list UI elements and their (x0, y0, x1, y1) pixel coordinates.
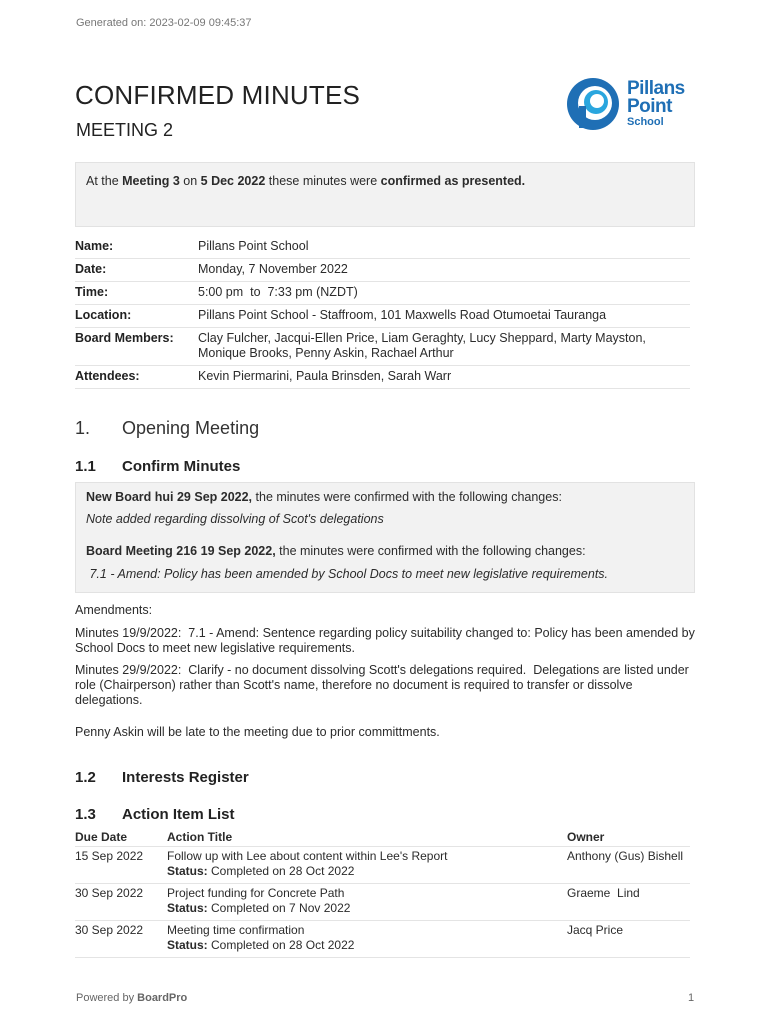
table-row (75, 884, 690, 921)
footer-powered-text: Powered by (76, 992, 138, 1004)
amendment-text: Minutes 19/9/2022: 7.1 - Amend: Sentence regarding policy suitability changed to: Policy has been amended by School Docs to meet new legislative requirements. (75, 626, 699, 655)
section-title: Confirm Minutes (122, 458, 241, 475)
minutes-confirmation-box (75, 482, 695, 593)
section-heading-action-item-list (75, 806, 235, 823)
action-status (167, 901, 567, 916)
info-row-date (75, 259, 690, 282)
confirmation-status: confirmed as presented. (380, 174, 526, 188)
section-heading-opening-meeting (75, 418, 259, 439)
confirmation-middle: these minutes were (265, 174, 381, 188)
section-number: 1.1 (75, 458, 96, 475)
action-owner: Graeme Lind (567, 884, 690, 921)
confirmation-text (86, 174, 525, 188)
minutes-entry-meeting: New Board hui 29 Sep 2022, (86, 490, 253, 504)
section-heading-interests-register (75, 769, 249, 786)
table-row (75, 921, 690, 958)
section-title: Opening Meeting (122, 418, 260, 438)
column-header-action-title: Action Title (167, 830, 567, 847)
action-items-table (75, 830, 690, 958)
action-status-value: Completed on 28 Oct 2022 (207, 938, 355, 952)
school-logo-swirl-icon (565, 76, 625, 132)
info-value: 5:00 pm to 7:33 pm (NZDT) (198, 282, 690, 305)
amendment-text: Minutes 29/9/2022: Clarify - no document dissolving Scott's delegations required. Delegations are listed under role (Chairperson) rather than Scott's name, therefore no document is required to transfer or dissolve delegations. (75, 663, 693, 707)
amendments-label: Amendments: (75, 603, 153, 617)
minutes-entry-text: the minutes were confirmed with the following changes: (252, 490, 562, 504)
minutes-entry (86, 544, 586, 558)
action-status-label: Status: (167, 864, 208, 878)
info-label: Date: (75, 259, 198, 282)
action-due-date: 15 Sep 2022 (75, 847, 167, 884)
section-number: 1.2 (75, 769, 96, 786)
action-title: Meeting time confirmation (167, 923, 305, 937)
info-label: Name: (75, 236, 198, 259)
meeting-info-table (75, 236, 690, 389)
minutes-entry-text: the minutes were confirmed with the following changes: (275, 544, 586, 558)
action-status (167, 938, 567, 953)
table-row (75, 847, 690, 884)
action-owner: Jacq Price (567, 921, 690, 958)
action-due-date: 30 Sep 2022 (75, 921, 167, 958)
logo-text-line1: Pillans (627, 78, 685, 99)
info-row-board-members (75, 328, 690, 366)
section-number: 1.3 (75, 806, 96, 823)
column-header-due-date: Due Date (75, 830, 167, 847)
info-label: Time: (75, 282, 198, 305)
school-logo (565, 76, 695, 136)
info-value: Kevin Piermarini, Paula Brinsden, Sarah Warr (198, 366, 690, 389)
action-title-cell (167, 921, 567, 958)
minutes-entry-meeting: Board Meeting 216 19 Sep 2022, (86, 544, 276, 558)
generated-timestamp: Generated on: 2023-02-09 09:45:37 (76, 17, 252, 29)
late-note: Penny Askin will be late to the meeting due to prior committments. (75, 725, 440, 739)
logo-text-line2: Point (627, 96, 672, 117)
action-title: Project funding for Concrete Path (167, 886, 345, 900)
action-status-value: Completed on 7 Nov 2022 (207, 901, 351, 915)
action-status-label: Status: (167, 938, 208, 952)
action-title-cell (167, 847, 567, 884)
info-value: Pillans Point School (198, 236, 690, 259)
action-title: Follow up with Lee about content within Lee's Report (167, 849, 448, 863)
section-title: Action Item List (122, 806, 235, 823)
minutes-entry-note: 7.1 - Amend: Policy has been amended by School Docs to meet new legislative requirements. (86, 567, 609, 581)
section-number: 1. (75, 418, 91, 438)
confirmation-meeting: Meeting 3 (122, 174, 180, 188)
footer-brand: BoardPro (137, 992, 188, 1004)
info-row-attendees (75, 366, 690, 389)
info-row-location (75, 305, 690, 328)
info-row-name (75, 236, 690, 259)
meeting-subtitle: MEETING 2 (76, 120, 174, 140)
minutes-entry (86, 490, 562, 504)
footer-powered-by (76, 992, 187, 1004)
section-heading-confirm-minutes (75, 458, 240, 475)
confirmation-on: on (179, 174, 201, 188)
info-label: Location: (75, 305, 198, 328)
section-title: Interests Register (122, 769, 249, 786)
info-label: Board Members: (75, 328, 198, 366)
confirmation-box (75, 162, 695, 227)
info-label: Attendees: (75, 366, 198, 389)
logo-text-line3: School (627, 116, 664, 128)
action-due-date: 30 Sep 2022 (75, 884, 167, 921)
action-title-cell (167, 884, 567, 921)
page-number: 1 (688, 992, 695, 1004)
info-row-time (75, 282, 690, 305)
confirmation-prefix: At the (86, 174, 123, 188)
table-header-row (75, 830, 690, 847)
confirmation-date: 5 Dec 2022 (200, 174, 266, 188)
page-title: CONFIRMED MINUTES (75, 80, 361, 110)
action-owner: Anthony (Gus) Bishell (567, 847, 690, 884)
column-header-owner: Owner (567, 830, 690, 847)
action-status-label: Status: (167, 901, 208, 915)
info-value: Pillans Point School - Staffroom, 101 Maxwells Road Otumoetai Tauranga (198, 305, 690, 328)
action-status-value: Completed on 28 Oct 2022 (207, 864, 355, 878)
info-value: Monday, 7 November 2022 (198, 259, 690, 282)
minutes-entry-note: Note added regarding dissolving of Scot's delegations (86, 512, 384, 526)
action-status (167, 864, 567, 879)
info-value: Clay Fulcher, Jacqui-Ellen Price, Liam Geraghty, Lucy Sheppard, Marty Mayston, Monique Brooks, Penny Askin, Rachael Arthur (198, 328, 690, 366)
